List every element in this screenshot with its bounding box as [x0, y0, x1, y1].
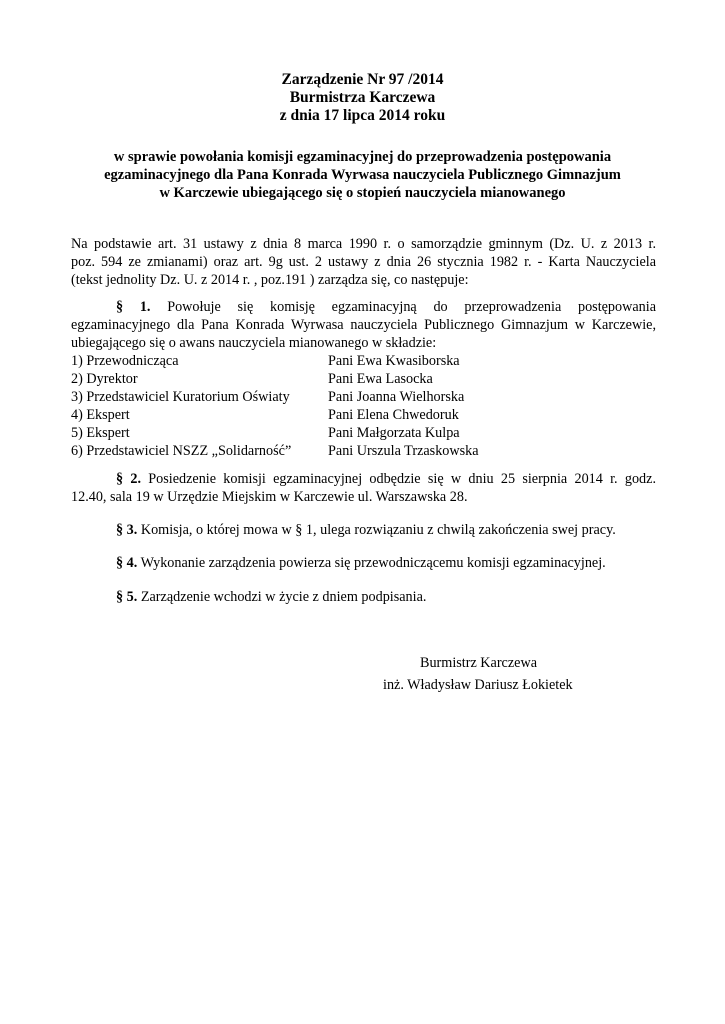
section-1-paragraph: [71, 298, 656, 352]
member-name: Pani Ewa Kwasiborska: [328, 353, 460, 369]
member-name: Pani Urszula Trzaskowska: [328, 443, 479, 459]
member-role: 3) Przedstawiciel Kuratorium Oświaty: [71, 389, 290, 405]
preamble-line-2: poz. 594 ze zmianami) oraz art. 9g ust. 2 ustawy z dnia 26 stycznia 1982 r. - Karta Nauczyciela: [71, 254, 656, 270]
section-4-label: § 4.: [116, 555, 138, 571]
member-role: 6) Przedstawiciel NSZZ „Solidarność”: [71, 443, 292, 459]
title-line-issuer: Burmistrza Karczewa: [289, 89, 436, 106]
subject-line-1: w sprawie powołania komisji egzaminacyjnej do przeprowadzenia postępowania: [113, 149, 612, 165]
section-4-line: [71, 554, 656, 572]
section-2-line-1: [71, 470, 656, 488]
title-line-ordinance-number: Zarządzenie Nr 97 /2014: [281, 71, 444, 88]
preamble-line-3: (tekst jednolity Dz. U. z 2014 r. , poz.191 ) zarządza się, co następuje:: [71, 272, 469, 288]
section-5-label: § 5.: [116, 589, 138, 605]
signature-title: Burmistrz Karczewa: [420, 655, 537, 671]
section-3-paragraph: [71, 521, 656, 539]
section-5-paragraph: [71, 588, 656, 606]
member-name: Pani Małgorzata Kulpa: [328, 425, 460, 441]
section-2-line-2: 12.40, sala 19 w Urzędzie Miejskim w Karczewie ul. Warszawska 28.: [71, 489, 468, 505]
section-5-line: [71, 588, 656, 606]
section-4-text: Wykonanie zarządzenia powierza się przewodniczącemu komisji egzaminacyjnej.: [137, 555, 606, 571]
member-role: 5) Ekspert: [71, 425, 130, 441]
section-3-text: Komisja, o której mowa w § 1, ulega rozwiązaniu z chwilą zakończenia swej pracy.: [137, 522, 616, 538]
section-1-label: § 1.: [116, 299, 151, 315]
member-role: 2) Dyrektor: [71, 371, 138, 387]
section-4-paragraph: [71, 554, 656, 572]
section-1-line-2: egzaminacyjnego dla Pana Konrada Wyrwasa nauczyciela Publicznego Gimnazjum w Karczewie,: [71, 317, 656, 333]
document-title: [0, 71, 725, 125]
preamble-paragraph: [71, 235, 656, 289]
member-name: Pani Ewa Lasocka: [328, 371, 433, 387]
member-name: Pani Joanna Wielhorska: [328, 389, 465, 405]
section-3-line: [71, 521, 656, 539]
member-role: 4) Ekspert: [71, 407, 130, 423]
section-5-text: Zarządzenie wchodzi w życie z dniem podpisania.: [137, 589, 427, 605]
section-3-label: § 3.: [116, 522, 138, 538]
signature-name: inż. Władysław Dariusz Łokietek: [383, 677, 573, 693]
member-role: 1) Przewodnicząca: [71, 353, 179, 369]
section-1-line-1: [71, 298, 656, 316]
document-subject: [60, 148, 665, 202]
section-2-paragraph: [71, 470, 656, 506]
section-1-line-3: ubiegającego się o awans nauczyciela mianowanego w składzie:: [71, 335, 437, 351]
title-line-date: z dnia 17 lipca 2014 roku: [279, 107, 446, 124]
subject-line-2: egzaminacyjnego dla Pana Konrada Wyrwasa nauczyciela Publicznego Gimnazjum: [104, 167, 621, 183]
preamble-line-1: Na podstawie art. 31 ustawy z dnia 8 marca 1990 r. o samorządzie gminnym (Dz. U. z 2013 r.: [71, 236, 656, 252]
section-2-text-1: Posiedzenie komisji egzaminacyjnej odbędzie się w dniu 25 sierpnia 2014 r. godz.: [141, 471, 656, 487]
member-name: Pani Elena Chwedoruk: [328, 407, 459, 423]
section-2-label: § 2.: [116, 471, 141, 487]
section-1-text-1: Powołuje się komisję egzaminacyjną do przeprowadzenia postępowania: [150, 299, 656, 315]
subject-line-3: w Karczewie ubiegającego się o stopień nauczyciela mianowanego: [159, 185, 566, 201]
